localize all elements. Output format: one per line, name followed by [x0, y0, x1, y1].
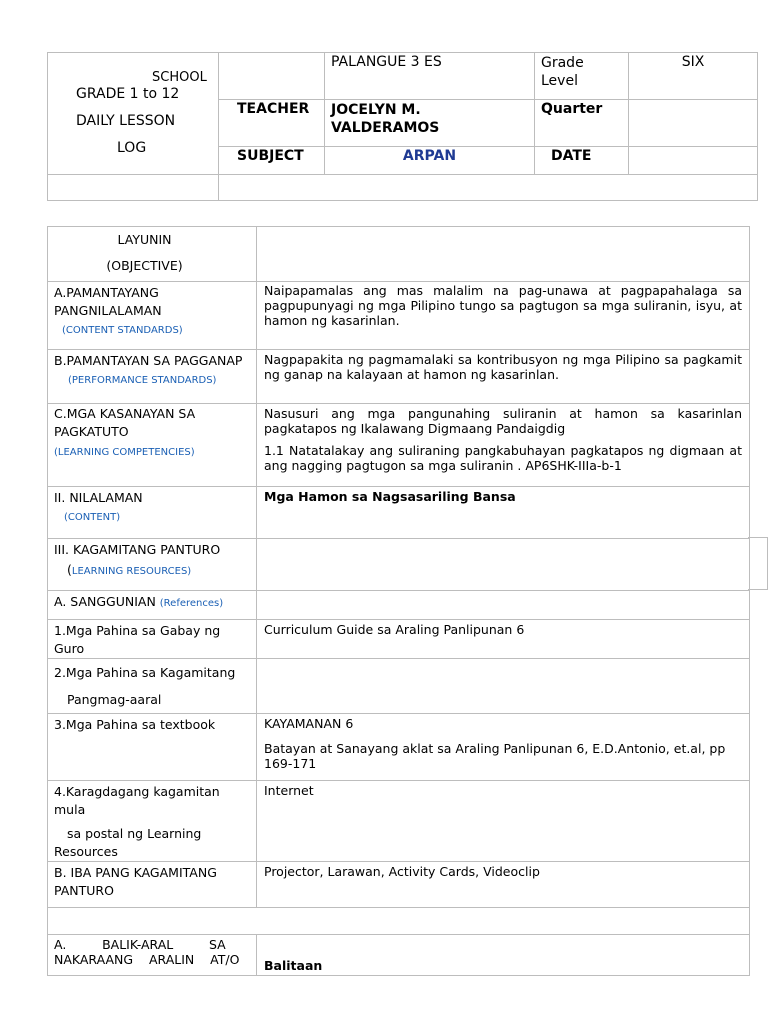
- table-row: [48, 591, 750, 620]
- school-value: PALANGUE 3 ES: [325, 53, 535, 100]
- grade-level-label: Grade Level: [535, 53, 629, 100]
- kagamitan-label: III. KAGAMITANG PANTURO: [54, 542, 221, 557]
- iba-pang-label-cell: [48, 862, 257, 908]
- content-standards-value: Naipapamalas ang mas malalim na pag-unawa at pagpapahalaga sa pagpupunyagi ng mga Pilipino tungo sa pagtugon sa mga suliranin, isyu, at hamon ng kasarinlan.: [257, 282, 750, 350]
- karagdagang-label-3: Resources: [54, 844, 118, 859]
- table-row: [48, 659, 750, 714]
- dll-title-cell: [48, 53, 219, 175]
- table-row: [48, 935, 750, 976]
- date-label: DATE: [535, 147, 629, 175]
- right-edge-cell: [748, 537, 768, 590]
- iba-pang-label-2: PANTURO: [54, 883, 114, 898]
- blank-cell-right: [219, 175, 758, 201]
- table-row: [48, 282, 750, 350]
- performance-standards-sub: (PERFORMANCE STANDARDS): [68, 375, 217, 386]
- teacher-value: JOCELYN M. VALDERAMOS: [325, 100, 535, 147]
- header-table: [47, 52, 758, 201]
- content-value: Mga Hamon sa Nagsasariling Bansa: [257, 487, 750, 539]
- iba-pang-label-1: B. IBA PANG KAGAMITANG: [54, 865, 217, 880]
- gabay-label: 1.Mga Pahina sa Gabay ng Guro: [48, 620, 257, 659]
- kagamitang-value: [257, 659, 750, 714]
- content-standards-label-1: A.PAMANTAYANG: [54, 285, 159, 300]
- quarter-value: [629, 100, 758, 147]
- objective-label-cell: [48, 227, 257, 282]
- performance-standards-label-cell: [48, 350, 257, 404]
- resources-sub: LEARNING RESOURCES): [71, 566, 192, 577]
- iba-pang-value: Projector, Larawan, Activity Cards, Videoclip: [257, 862, 750, 908]
- content-standards-label-2: PANGNILALAMAN: [54, 303, 162, 318]
- content-standards-sub: (CONTENT STANDARDS): [62, 325, 183, 336]
- performance-standards-value: Nagpapakita ng pagmamalaki sa kontribusyon ng mga Pilipino sa pagkamit ng ganap na kalayaan at hamon ng kasarinlan.: [257, 350, 750, 404]
- resources-value: [257, 539, 750, 591]
- kagamitang-label-cell: [48, 659, 257, 714]
- textbook-value-2: Batayan at Sanayang aklat sa Araling Panlipunan 6, E.D.Antonio, et.al, pp 169-171: [264, 741, 726, 771]
- balik-aral-label-2: NAKARAANG ARALIN AT/O: [54, 952, 240, 967]
- title-line-3: LOG: [117, 140, 147, 156]
- textbook-label: 3.Mga Pahina sa textbook: [48, 714, 257, 781]
- table-row: [48, 781, 750, 862]
- date-value: [629, 147, 758, 175]
- karagdagang-value: Internet: [257, 781, 750, 862]
- textbook-value-1: KAYAMANAN 6: [264, 716, 354, 731]
- kagamitang-label-1: 2.Mga Pahina sa Kagamitang: [54, 665, 236, 680]
- balik-aral-value: Balitaan: [257, 935, 750, 976]
- table-row: [48, 714, 750, 781]
- karagdagang-label-cell: [48, 781, 257, 862]
- learning-competencies-value-2: 1.1 Natatalakay ang suliraning pangkabuhayan pagkatapos ng digmaan at ang nagging pagtugon sa mga suliranin . AP6SHK-IIIa-b-1: [264, 443, 742, 473]
- content-label-cell: [48, 487, 257, 539]
- table-row: [48, 404, 750, 487]
- table-row: [48, 350, 750, 404]
- balik-aral-label-cell: [48, 935, 257, 976]
- learning-competencies-sub: (LEARNING COMPETENCIES): [54, 447, 195, 458]
- resources-label-cell: [48, 539, 257, 591]
- layunin-label: LAYUNIN: [117, 232, 172, 247]
- learning-competencies-label-2: PAGKATUTO: [54, 424, 129, 439]
- performance-standards-label: B.PAMANTAYAN SA PAGGANAP: [54, 353, 243, 368]
- balik-aral-label-1: A. BALIK-ARAL SA: [54, 937, 226, 952]
- learning-competencies-value-cell: [257, 404, 750, 487]
- kagamitang-label-2: Pangmag-aaral: [67, 692, 162, 707]
- title-line-1: GRADE 1 to 12: [76, 86, 180, 102]
- table-row: [48, 862, 750, 908]
- blank-cell-left: [48, 175, 219, 201]
- gabay-value: Curriculum Guide sa Araling Panlipunan 6: [257, 620, 750, 659]
- teacher-label: TEACHER: [219, 100, 325, 147]
- table-row: [48, 227, 750, 282]
- table-row: [48, 620, 750, 659]
- references-label-cell: [48, 591, 257, 620]
- references-sub: (References): [159, 598, 224, 609]
- subject-value: ARPAN: [325, 147, 535, 175]
- table-row: [48, 908, 750, 935]
- quarter-label: Quarter: [535, 100, 629, 147]
- table-row: [48, 487, 750, 539]
- karagdagang-label-2: sa postal ng Learning: [67, 826, 202, 841]
- school-label: SCHOOL: [152, 70, 207, 85]
- objective-value: [257, 227, 750, 282]
- subject-label: SUBJECT: [219, 147, 325, 175]
- learning-competencies-value-1: Nasusuri ang mga pangunahing suliranin at hamon sa kasarinlan pagkatapos ng Ikalawang Digmaang Pandaigdig: [264, 406, 742, 436]
- learning-competencies-label-1: C.MGA KASANAYAN SA: [54, 406, 196, 421]
- references-value: [257, 591, 750, 620]
- learning-competencies-label-cell: [48, 404, 257, 487]
- content-sub: (CONTENT): [64, 512, 121, 523]
- grade-level-value: SIX: [629, 53, 758, 100]
- lesson-log-table: [47, 226, 750, 976]
- spacer-row: [48, 908, 750, 935]
- content-standards-label-cell: [48, 282, 257, 350]
- resources-sub-paren: (: [67, 562, 72, 577]
- karagdagang-label-1: 4.Karagdagang kagamitan mula: [54, 784, 220, 817]
- objective-label: (OBJECTIVE): [106, 258, 183, 273]
- title-line-2: DAILY LESSON: [76, 113, 176, 129]
- school-blank-cell: [219, 53, 325, 100]
- table-row: [48, 539, 750, 591]
- sanggunian-label: A. SANGGUNIAN: [54, 594, 160, 609]
- nilalaman-label: II. NILALAMAN: [54, 490, 143, 505]
- textbook-value-cell: [257, 714, 750, 781]
